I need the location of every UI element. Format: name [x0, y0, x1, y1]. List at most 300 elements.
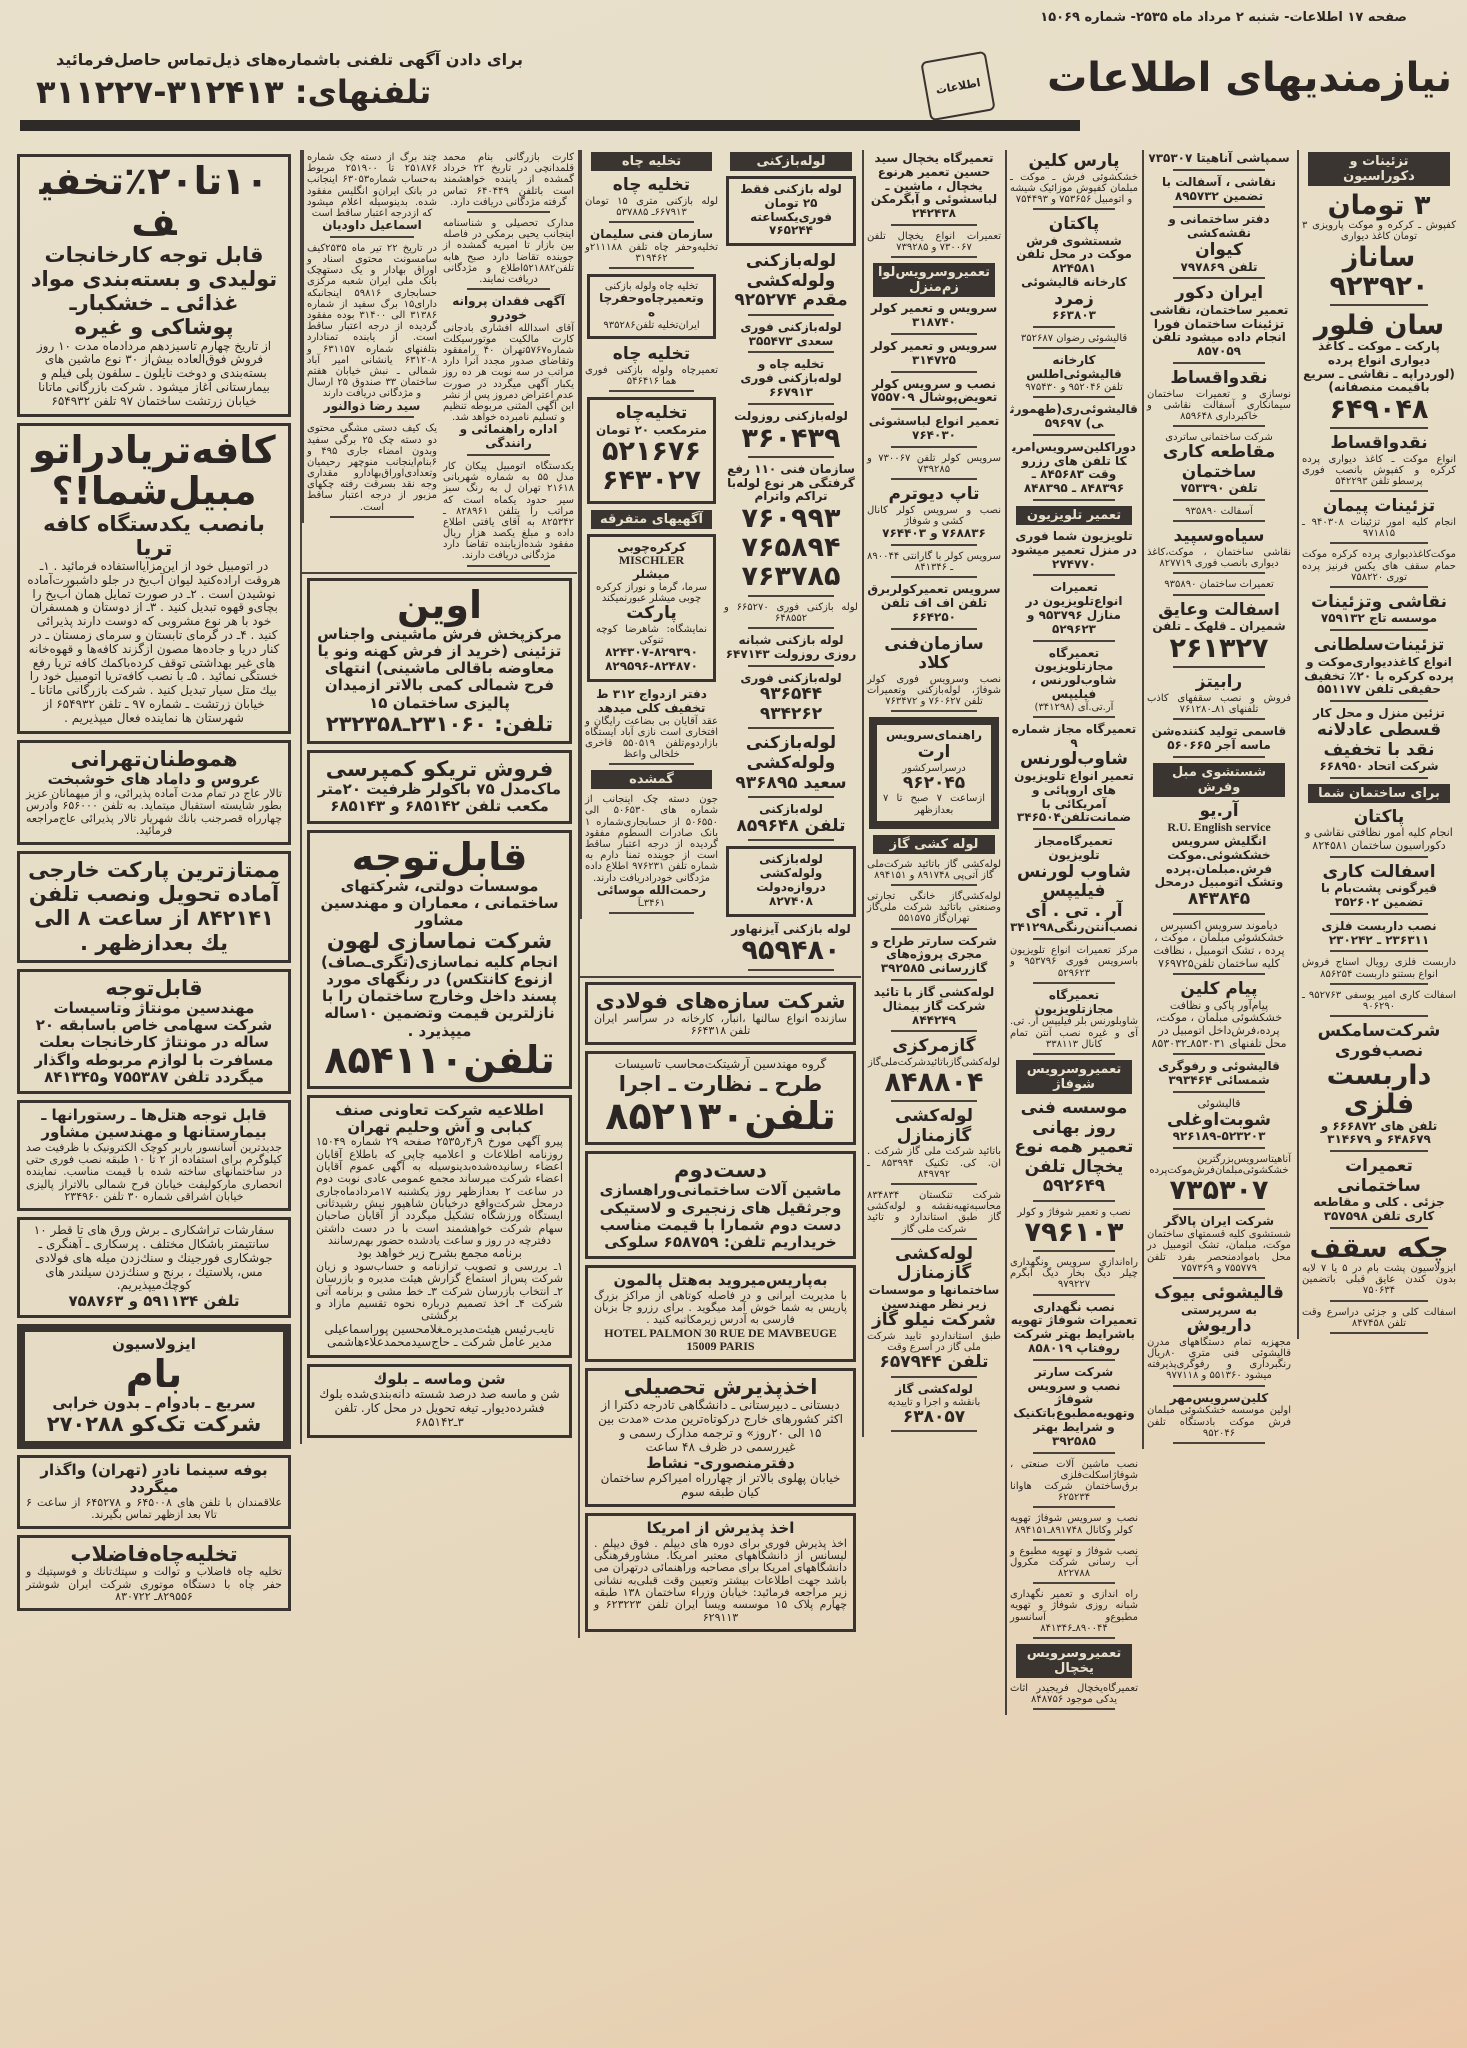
classified-ad	[587, 397, 716, 504]
ad-text-line: HOTEL PALMON 30 RUE DE MAVBEUGE 15009 PARIS	[604, 1325, 837, 1354]
classified-ad	[1010, 945, 1138, 984]
ad-text-line: نصب‌فوری	[1334, 1040, 1424, 1061]
ad-text-line: ممتازترین پارکت خارجی آماده تحویل ونصب تلفن ۸۴۲۱۴۱ از ساعت ۸ الی یك بعدازظهر .	[28, 858, 280, 955]
ad-text-line: تالار عاج در تمام مدت آماده پذیرائی، و از میهمانان عزیز بطور شایسته استقبال میتماید. به تلفن ۶۵۶۰۰۰ وآدرس چهارراه قصرجنب بانك شهریار تالار پذیرائی عاج‌مراجعه فرمائید.	[26, 786, 282, 837]
ad-text-line: موکت‌کاغذدیواری پرده کرکره موکت حمام سقف های یکس فرنیز پرده توری ۷۵۸۲۲۰	[1302, 549, 1456, 583]
classified-ad	[724, 463, 858, 597]
classified-ad	[585, 1265, 856, 1362]
ad-text-line: ایزولاسیون	[112, 1335, 196, 1354]
ad-text-line: سازمان فنی سلیمان	[589, 226, 714, 241]
ad-text-line: اداره راهنمائی و رانندگی	[459, 422, 558, 451]
ad-text-line: ازساعت ۷ صبح تا ۷ بعدازظهر	[883, 793, 985, 816]
ad-text-line: موسسه تاج ۷۵۹۱۳۲	[1320, 611, 1438, 626]
ad-text-line: شرکت ایران پالاگر	[1163, 1214, 1275, 1229]
ad-text-line: تزئین منزل و محل کار	[1313, 706, 1445, 721]
classified-ad	[1147, 1098, 1291, 1149]
ad-text-line: بانقشه و اجرا و تاییدیه	[887, 1396, 981, 1408]
ad-text-line: به سرپرستی	[1180, 1302, 1258, 1317]
classified-ad	[1010, 333, 1138, 349]
ad-text-line: ۷۶۰۹۹۳	[741, 503, 841, 535]
section-banner: تعمیروسرویس یخچال	[1016, 1644, 1132, 1678]
ad-text-line: نقاشی وتزئینات	[1310, 591, 1448, 612]
ad-text-line: یکدستگاه اتومبیل پیکان کار مدل ۵۵ به شماره شهربانی ۲۱۶۱۸ تهران ل به رنگ سبز سیر حدود یکماه است که مراتب را بتلفن ۸۲۸۹۶۱ ـ ۸۲۵۳۴۲ به آقای یافتی اطلاع داده و مبلغ یکصد هزار ریال مفقود شده‌ازیابنده تقاضا دارد مژدگانی دریافت دارند.	[443, 460, 575, 562]
classified-ad	[867, 302, 1001, 335]
ad-text-line: جون دسته چک اینجانب از شماره های ۵۰۶۵۳۰ الی ۵۰۶۵۵۰ از حسابجاری‌شماره ۱ بانک صادرات السطوم مفقود گردیده از درجه اعتبار ساقط است از جوینده تمنا دارم به شماره تلفن ۹۷۶۲۳۱ اطلاع داده مژدگانی خودرادریافت دارند.	[585, 794, 719, 884]
classified-ad	[1010, 1207, 1138, 1252]
ad-text-line: اخذ پذیرش از امریکا	[646, 1519, 795, 1538]
ad-text-line: تلفن ۶۵۷۹۴۴	[879, 1352, 989, 1373]
ad-text-line: تعمیرات انواع یخچال تلفن ۷۳۰۰۶۷ و ۷۳۹۲۸۵	[867, 230, 1001, 254]
column-boxed-ads-left	[12, 150, 296, 1617]
classified-ad	[1010, 1683, 1138, 1710]
classified-ad	[1010, 441, 1138, 501]
classified-ad	[1147, 284, 1291, 364]
classified-ad	[585, 794, 718, 913]
classified-ad	[443, 461, 574, 567]
classified-ad	[1302, 636, 1456, 702]
classified-ad	[1302, 434, 1456, 492]
classified-ad	[585, 1151, 856, 1259]
ad-text-line: ۵۲۱۶۷۶	[602, 436, 701, 468]
ad-text-line: قابل‌توجه	[351, 834, 528, 879]
ad-text-line: تلفن ۸۵۹۶۴۸	[736, 815, 846, 836]
ad-text-line: نقاشی ساختمان ، موکت،کاغذ دیواری بانصب فوری ۸۲۷۷۱۹	[1147, 546, 1291, 570]
classified-ad	[307, 152, 437, 238]
classified-ad	[1147, 601, 1291, 669]
classified-ad	[1010, 989, 1138, 1055]
ad-text-line: برنامه مجمع بشرح زیر خواهد بود	[356, 1246, 523, 1261]
ad-text-line: خیابان پهلوی بالاتر از چهارراه امیراکرم ساختمان کیان طبقه سوم	[600, 1470, 841, 1499]
classified-ad	[867, 1383, 1001, 1433]
classified-ad	[1010, 1589, 1138, 1639]
ad-text-line: گازمنازل	[896, 1125, 972, 1146]
ad-text-line: ۳۴۶۱ـآ	[637, 897, 666, 909]
ad-text-line: اسفالت کاری	[1322, 861, 1436, 882]
ad-text-line: تعمیرگاه مجازتلویزیون شاوب‌لورنس ، فیلیپس	[1031, 645, 1117, 701]
header-rule	[20, 120, 1080, 131]
classified-ad	[17, 423, 291, 734]
classified-ad	[585, 1051, 856, 1145]
ad-text-line: تعمیرات ساختمان ۹۳۵۸۹۰	[1164, 579, 1274, 591]
ad-text-line: سرما، گرما و نوراز کرکره چوبی میشلر عبورنمیکند	[596, 582, 707, 605]
ad-text-line: اسماعیل داودیان	[322, 218, 422, 233]
classified-ad	[724, 321, 858, 354]
classified-ad	[443, 152, 574, 213]
ad-text-line: داریوش	[1186, 1316, 1252, 1337]
ad-text-line: تلویزیون شما فوری در منزل تعمیر میشود ۲۷۴۷۷۰	[1011, 528, 1137, 571]
ad-text-line: کفپوش ـ کرکره و موکت پارویزی ۳ تومان کاغذ دیواری	[1302, 220, 1456, 243]
ad-text-line: نصب و سرویس کولر تعویض‌پوشال ۷۵۵۷۰۹	[870, 376, 998, 405]
ad-text-line: چکه سقف	[1309, 1232, 1449, 1264]
classified-ad	[1147, 673, 1291, 720]
ad-text-line: انگلیش سرویس خشکشوئی.موکت فرش.مبلمان.پرده وتشک اتومبیل درمحل	[1154, 833, 1284, 890]
ad-text-line: مدارک تحصیلی و شناسنامه اینجانب یحیی برمکی در فاصله بین بازار تا امیریه گمشده از جوینده تقاضا دارد صبح هابه تلفن۵۲۱۸۸۲اطلاع و مژدگانی دریافت نمایند.	[443, 217, 574, 285]
classified-ad	[867, 1245, 1001, 1378]
classified-ad	[1302, 311, 1456, 430]
ad-text-line: آر.تی.آی (۳۴۱۲۹۸)	[1034, 701, 1114, 713]
classified-ad	[1302, 1307, 1456, 1334]
ad-text-line: پاکتان	[1048, 214, 1100, 235]
classified-ad	[1302, 990, 1456, 1017]
ad-text-line: مقاطعه کاری ساختمان	[1162, 442, 1276, 482]
classified-ad	[1147, 506, 1291, 522]
classified-ad	[1147, 176, 1291, 209]
ad-text-line: تاپ دیوترم	[888, 484, 980, 505]
ad-text-line: آناهیتاسرویس‌بزرگترین خشکشوئی‌مبلمان‌فرش‌موکت‌پرده	[1149, 1153, 1291, 1177]
ad-text-line: تعمیر انواع تلویزیون های اروپائی و آمریکائی با ضمانت‌تلفن۳۴۶۵۰۴	[1014, 769, 1134, 825]
classified-ad	[17, 969, 291, 1094]
ad-text-line: نصب داربست فلزی ۲۳۶۳۱۱ ـ ۲۳۰۲۴۲	[1321, 918, 1437, 947]
classified-ad	[587, 274, 716, 339]
column-lost-notices-b	[302, 150, 440, 523]
ad-text-line: شرکت‌سامکس	[1317, 1021, 1441, 1042]
ad-text-line: سفارشات تراشکاری ـ برش ورق های تا قطر ۱۰ سانتیمتر باشکال مختلف . پرسکاری ـ آهنگری ـ جوشکاری فورجینك و سنك‌زدن میله های فولادی مس، پلاستیك ، برنج و سنك‌زدن سیلندر های کوچك‌میپذیریم.	[33, 1223, 275, 1293]
ad-text-line: کلین‌سرویس‌مهر	[1169, 1390, 1269, 1405]
ad-text-line: ساناز	[1342, 241, 1416, 273]
ad-text-line: انواع موکت ـ کاغذ دیواری پرده کرکره و کفپوش بانصب فوری پرسطو تلفن ۵۴۲۲۹۳	[1302, 453, 1456, 488]
ad-text-line: تلفن ۷۹۷۸۶۹	[1180, 259, 1258, 274]
ad-text-line: شن و ماسه صد درصد شسته دانه‌بندی‌شده بلوك فشرده‌دیوار‌ـ تیغه تحویل در محل کار. تلفن ۳ـ۶۸۵۱۴۲	[319, 1387, 560, 1429]
ad-text-line: لوله‌کشی‌گازباتائیدشرکت‌ملی‌گاز	[867, 1056, 1001, 1068]
classified-ad	[1010, 1099, 1138, 1202]
ad-text-line: نصب و سرویس شوفاژ تهویه‌ کولر وکانال ۸۹۱۷۴۸ـ۸۹۴۱۵۱	[1010, 1513, 1138, 1536]
ad-text-line: نقد با تخفیف	[1323, 739, 1435, 760]
ad-text-line: علاقمندان با تلفن های ۶۴۵۰۰۸ و ۶۴۵۲۷۸ از ساعت ۶ تا۷ بعد ازظهر تماس بگیرند.	[26, 1495, 282, 1521]
ad-text-line: تعمیرات انواع‌تلویزیون در منازل ۹۵۳۷۹۶ و ۵۲۹۶۲۳	[1025, 580, 1123, 636]
classified-ad	[1302, 593, 1456, 631]
ad-text-line: شستشوی فرش موکت در محل تلفن ۸۲۴۵۸۱	[1016, 233, 1132, 276]
classified-ad	[867, 485, 1001, 546]
classified-ad	[724, 602, 858, 629]
ad-text-line: فروش و نصب سقفهای کاذب تلفنهای ۸۱ـ۷۶۱۲۸۰	[1147, 692, 1291, 715]
column-tv-heating	[1005, 150, 1141, 1715]
ad-text-line: لوله بازکنی فوری ۶۶۵۲۷۰ و ۶۴۸۵۵۲	[724, 601, 858, 624]
ad-text-line: ۶۴۳۰۲۷	[602, 465, 701, 497]
ad-text-line: ۹۳۶۵۴۴	[759, 684, 823, 705]
ad-text-line: اولین موسسه خشکشوئی مبلمان فرش موکت بادستگاه تلفن ۹۵۲۰۴۶	[1147, 1405, 1291, 1439]
classified-ad	[1147, 369, 1291, 427]
ad-text-line: راهنمای‌سرویس	[886, 728, 982, 743]
ad-text-line: ۱۰تا۲۰٪تخفیف	[39, 159, 269, 245]
ad-text-line: پیرو آگهی مورخ ۹ر۴ر۲۵۳۵ صفحه ۲۹ شماره ۱۵۰۴۹ روزنامه اطلاعات و اعلامیه چاپی که باطلاع آقایان اعضاء رسانیده‌شده‌بدینوسیله به آگهی عموم آقایان اعضاء شرکت میرساند مجمع عمومی عادی نوبت دوم در ساعت ۲ بعدازظهر روز یکشنبه ۱۷مردادماه‌جاری درمحل شرکت‌واقع درخیابان شاهپور نبش رشیدثانی ایستگاه ورزشگاه تشکیل میگردد از آقایان صاحبان سهام شرکت خواهشمند است با در دست داشتن دفترچه در روز و ساعت یادشده حضور بهم‌رسانند	[316, 1135, 563, 1247]
ad-call-info: برای دادن آگهی تلفنی باشماره‌های ذیل‌تماس حاصل‌فرمائید	[56, 50, 524, 69]
section-banner: لوله کشی گاز	[873, 835, 995, 854]
ad-text-line: آسفالت ۹۳۵۸۹۰	[1185, 506, 1253, 518]
ad-text-line: تعمیرگاه مجاز شماره ۹	[1011, 721, 1137, 750]
section-banner: لوله‌بازکنی	[730, 152, 852, 171]
ad-text-line: بانصب یکدستگاه کافه تریا	[43, 511, 265, 560]
classified-ad	[585, 688, 718, 765]
classified-ad	[867, 551, 1001, 578]
ad-text-line: تخلیه‌وحفر چاه تلفن ۲۱۱۱۸۸و ۳۱۹۴۶۲	[585, 241, 718, 264]
classified-ad	[17, 1100, 291, 1211]
classified-ad	[869, 717, 999, 828]
ad-text-line: تعمیرگاه یخچال سید حسین تعمیر هرنوع یخچال ، ماشین ـ لباسشوئی و آبگرمکن ۲۴۲۴۳۸	[870, 151, 998, 221]
ad-text-line: تعمیر انواع لباسشوئی ۷۶۴۰۳۰	[868, 414, 1000, 442]
ad-text-line: شرکت سازه‌های فولادی	[595, 988, 846, 1013]
ad-text-line: مرکز تعمیرات انواع تلویزیون باسرویس فوری ۹۵۳۷۹۶ و ۵۲۹۶۲۳	[1010, 945, 1138, 979]
ad-text-line: مهندسین مونتاژ وتاسیسات	[53, 998, 255, 1017]
classified-ad	[307, 1364, 572, 1438]
classified-ad	[867, 1037, 1001, 1102]
ad-text-line: تعمیرگاه مجازتلویزیون	[1034, 987, 1114, 1016]
ad-text-line: سرویس و تعمیر کولر ۳۱۸۷۴۰	[870, 301, 998, 330]
classified-ad	[585, 345, 718, 392]
ad-text-line: لوله‌بازکنی ولوله‌کشی	[745, 251, 837, 291]
ad-text-line: راه‌اندازی سرویس ونگهداری چیلر دیگ بخار دیگ آبگرم ۹۷۹۲۲۷	[1010, 1257, 1138, 1291]
column-cleaning-construction	[1142, 150, 1294, 1449]
classified-ad	[1010, 1459, 1138, 1509]
ad-text-line: شرکت نیلو گاز	[872, 1310, 996, 1331]
ad-text-line: شرکت نماسازی لهون	[326, 929, 553, 954]
classified-ad	[443, 218, 574, 290]
ad-text-line: قالیشوئی‌ری(طهمورثی) ۵۹۶۹۷	[1010, 402, 1138, 430]
ad-text-line: ارت	[917, 742, 951, 763]
ad-text-line: شرکت سهامی خاص باسابقه ۲۰ ساله در مونتاژ کارخانجات بعلت مسافرت با لوازم مربوطه واگذار میگردد تلفن ۷۵۵۳۸۷ و۸۴۱۳۴۵	[34, 1016, 274, 1086]
ad-text-line: لوله‌بازکنی	[759, 802, 823, 817]
ad-text-line: لوله‌کشی گاز با تائید شرکت گاز بیمثال ۸۴۴۲۴۹	[873, 985, 995, 1027]
ad-text-line: تعمیر ساختمان، نقاشی تزئینات ساختمان فورا انجام داده میشود تلفن ۸۵۷۰۵۹	[1149, 302, 1289, 359]
ad-text-line: شرکت اتحاد ۶۶۸۹۵۰	[1319, 759, 1439, 774]
ad-text-line: ۳ تومان	[1327, 190, 1431, 221]
ad-text-line: لوله‌کشی	[894, 1106, 974, 1127]
ad-text-line: انواع کاغذدیواری‌موکت و پرده کرکره با ۲۰٪ تخفیف حقیقی تلفن ۵۵۱۱۷۷	[1304, 654, 1454, 697]
ad-text-line: اخذپذیرش تحصیلی	[623, 1375, 818, 1400]
ad-text-line: ۹۵۹۴۸۰	[741, 935, 841, 967]
ad-text-line: تعمیرگاه‌مجاز تلویزیون	[1035, 834, 1113, 863]
ad-text-line: ۶۳۸۰۵۷	[902, 1406, 966, 1427]
ad-text-line: سرویس و تعمیر کولر ۳۱۴۷۲۵	[870, 338, 998, 367]
section-banner: شستشوی مبل وفرش	[1153, 763, 1285, 797]
classified-ad	[1302, 808, 1456, 858]
ad-text-line: دفترمنصوری- نشاط	[646, 1453, 795, 1472]
ad-text-line: تعمیرگاه‌یخچال فریجیدر اثاث یدکی موجود ۸۴۸۷۵۶	[1010, 1683, 1138, 1706]
ad-text-line: شرکت تنکستان ۸۳۴۸۳۴ محاسبه‌تهیه‌نقشه و لوله‌کشی گاز طبق استاندارد و تائید شرکت ملی گاز	[867, 1189, 1001, 1235]
ad-text-line: کارت بازرگانی بنام محمد قلمدانچی در تاریخ ۲۲ خرداد گمشده از یابنده خواهشمند است باتلفن ۶۴۰۴۴۹ تماس گرفته مژدگانی دریافت دارد.	[443, 152, 574, 208]
ad-text-line: نقدواقساط	[1170, 368, 1268, 389]
classified-ad	[443, 295, 574, 456]
ad-text-line: لوله‌کشی گاز	[895, 1381, 973, 1396]
ad-text-line: لوله‌کشی‌گاز خانگی تجارتی وصنعتی باتائید شرکت ملی‌گاز تهران‌گاز ۵۵۱۵۷۵	[867, 891, 1001, 925]
classified-ad	[1302, 549, 1456, 588]
classified-ad	[1302, 191, 1456, 306]
classified-ad	[724, 803, 858, 841]
ad-text-line: تخلیه چاه	[612, 175, 691, 195]
ad-text-line: نصب و تعمیر شوفاژ و کولر	[1017, 1206, 1131, 1218]
classified-ad	[867, 152, 1001, 226]
ad-text-line: دست‌دوم	[674, 1158, 767, 1183]
ad-text-line: دفتر ازدواج ۳۱۲ ط تخفیف کلی میدهد	[596, 686, 707, 715]
ad-text-line: طبق استانداردو تایید شرکت ملی گاز در اسرع وقت	[867, 1330, 1001, 1354]
column-boxed-ads-center	[580, 982, 861, 1632]
ad-text-line: عروس و داماد های خوشبخت	[47, 769, 261, 788]
ad-text-line: تخلیه چاه	[612, 344, 691, 365]
ad-text-line: سازمان‌فنی کلاد	[884, 633, 984, 674]
section-banner: تعمیروسرویس شوفاژ	[1016, 1060, 1132, 1094]
classified-ad	[1147, 152, 1291, 171]
classified-ad	[1302, 707, 1456, 779]
section-banner: تعمیر تلویزیون	[1016, 506, 1132, 525]
classified-ad	[1010, 1301, 1138, 1361]
ad-text-line: عقد آقایان بی بضاعت رایگان و افتخاری است نازی آباد ایستگاه بازاردوم‌تلفن ۵۵۰۵۱۹ فاخری خلخالی واعظ	[585, 715, 718, 761]
ad-text-line: آگهی فقدان پروانه خودرو	[452, 294, 565, 322]
ad-text-line: سرویس کولر تلفن ۷۳۰۰۶۷ و ۷۳۹۲۸۵	[867, 452, 1001, 475]
ad-text-line: آر . تی . آی	[1025, 900, 1123, 921]
classified-ad	[1302, 1022, 1456, 1152]
classified-ad	[867, 1190, 1001, 1240]
ad-text-line: لوله‌کشی	[894, 1243, 974, 1264]
classified-ad	[585, 1368, 856, 1507]
ad-text-line: ۹۶۲۰۴۵	[902, 772, 966, 793]
classified-ad	[867, 891, 1001, 930]
classified-ad	[867, 986, 1001, 1032]
classified-ad	[1302, 920, 1456, 953]
ad-text-line: فوری‌یکساعته ۷۶۵۲۴۴	[750, 209, 832, 238]
classified-ad	[1302, 957, 1456, 984]
ad-text-line: آقای اسدالله افشاری بادجانی کارت مالکیت موتورسیکلت شماره۵۷۶۷تهران ۴۰ رامفقود وتقاضای صدور مجدد آنرا دارد مراتب در سه نوبت هر ده روز یکبار آگهی میگردد در صورت عدم اعتراض دمروز پس از نشر این آگهی المثنی مربوطه تنظیم و تسلیم نامبرده خواهد شد.	[443, 322, 574, 424]
ad-text-line: دیاموند سرویس اکسپرس خشکشوئی مبلمان ، موکت ، پرده ، تشک اتومبیل ، نظافت کلیه ساختمان تلفن۷۶۹۷۲۵	[1153, 918, 1285, 970]
classified-ad	[867, 415, 1001, 448]
ad-text-line: قالیشوئی بیوک	[1154, 1282, 1284, 1303]
classified-ad	[307, 423, 437, 518]
ad-text-line: اسفالت کاری امیر یوسفی ۹۵۲۷۶۳ ـ ۹۰۶۲۹۰	[1302, 989, 1457, 1013]
ad-text-line: کافه‌تریادراتومبیل‌شما!؟	[32, 427, 276, 513]
classified-ad	[1302, 863, 1456, 915]
ad-text-line: دفتر ساختمانی و نقشه‌کشی	[1168, 212, 1270, 241]
ad-text-line: شستشوی کلیه قسمتهای ساختمان موکت، مبلمان، تشک اتومبیل در محل بامواد‌منحصر بفرد تلفن ۷۵۵۷۷۹ و ۷۵۷۳۶۹	[1147, 1229, 1291, 1274]
ad-text-line: شاوبلورنس بلر فیلیپس آر. تی. آی و غیره نصب آنتن تمام کانال ۳۳۸۱۱۳	[1010, 1016, 1138, 1050]
classified-ad	[1147, 527, 1291, 574]
classified-ad	[1010, 1257, 1138, 1296]
ad-text-line: سرویس کولر با گارانتی ۸۹۰۰۴۴ ـ ۸۴۱۳۴۶	[867, 550, 1001, 574]
ad-text-line: نصب و سرویس شوفاژ وتهویه‌مطبوع‌باتکنیک و شرایط بهتر ۳۹۲۵۸۵	[1013, 1378, 1135, 1448]
ad-text-line: پارس کلین	[1028, 151, 1120, 171]
ad-text-line: گروه مهندسین آرشیتکت‌محاسب تاسیسات	[614, 1057, 827, 1072]
ad-text-line: نقدواقساط	[1330, 433, 1428, 454]
ad-text-line: نمایشگاه: شاهرضا کوچه تنوکی	[596, 623, 707, 647]
column-appliance-gas	[862, 150, 1004, 1437]
ad-text-line: کیوان	[1195, 239, 1243, 260]
ad-text-line: پاکتان	[1353, 806, 1405, 827]
ad-text-line: ۶۴۹۰۴۸	[1329, 394, 1429, 426]
column-plumbing	[721, 150, 861, 976]
ad-text-line: آر.یو	[1199, 800, 1239, 821]
classified-ad	[17, 154, 291, 417]
ad-text-line: نصب وسرویس فوری کولر شوفاژ، لوله‌بازکنی وتعمیرات تلفن ۷۶۰۶۲۷ و ۷۶۳۴۷۲	[867, 673, 1001, 708]
ad-text-line: بوفه سینما نادر (تهران) واگذار میگردد	[40, 1461, 268, 1497]
classified-ad	[1147, 920, 1291, 976]
classified-ad	[1302, 1234, 1456, 1302]
ad-text-line: نصب نگهداری تعمیرات شوفاژ تهویه باشرایط بهتر شرکت روفتاپ ۸۵۸۰۱۹	[1010, 1299, 1138, 1355]
ad-text-line: نصب و سرویس کولر کانال کشی و شوفاژ	[867, 504, 1001, 527]
ad-text-line: قالیشوئی و رفوگری شمسائی ۳۹۳۴۶۴	[1158, 1059, 1280, 1088]
classified-ad	[724, 410, 858, 458]
ad-text-line: هموطنان‌تهرانی	[70, 746, 238, 771]
ad-text-line: تخلیه‌چاه‌فاضلاب	[70, 1542, 238, 1567]
classified-ad	[1010, 152, 1138, 210]
section-banner: تزئینات و دکوراسیون	[1308, 152, 1450, 186]
ad-text-line: لوله‌بازکنی فوری	[740, 670, 842, 685]
classified-ad	[867, 583, 1001, 629]
classified-ad	[17, 851, 291, 963]
classified-ad	[1010, 835, 1138, 940]
ad-text-line: تعمیرچاه ولوله بازکنی فوری هما ۵۴۶۴۱۶	[585, 364, 718, 387]
classified-ad	[1010, 581, 1138, 641]
ad-text-line: کرکره‌چوبی	[617, 539, 686, 554]
classified-ad	[724, 252, 858, 316]
classified-ad	[1147, 725, 1291, 758]
ad-text-line: گازمنازل	[896, 1263, 972, 1284]
ad-text-line: باتائید شرکت ملی گاز شرکت . ان. کی. تکنیک ۸۵۳۹۹۴ ـ ۸۴۹۷۹۲	[867, 1146, 1001, 1180]
ad-text-line: قابل توجه کارخانجات تولیدی و بسته‌بندی مواد غذائی ـ خشکبار‌ـ پوشاکی و غیره	[30, 243, 278, 340]
ad-text-line: لوله بازکنی فقط ۲۵ تومان	[740, 182, 842, 210]
ad-text-line: تخلیه چاه فاضلاب و توالت و سپتك‌تانك و فوسپتیك و حفر چاه با دستگاه موتوری شرکت ایران شوشتر ۸۲۹۵۵۶ـ ۸۳۰۷۲۲	[26, 1565, 282, 1603]
classified-ad	[1302, 1157, 1456, 1229]
ad-text-line: شاوب لورنس فیلیپس	[1017, 861, 1131, 902]
classified-ad	[726, 176, 856, 246]
classified-ad	[307, 830, 572, 1089]
ad-text-line: سیاه‌وسپید	[1173, 526, 1265, 547]
classified-ad	[867, 935, 1001, 981]
ad-text-line: اخذ پذیرش فوری برای دوره های دیپلم . فوق دیپلم . لیسانس از دانشگاههای معتبر امریکا. مشاورفرهنگی دانشگاههای امریکا برای مصاحبه وراهنمائی درتهران می باشد جهت اطلاعات بیشتر وتعیین وقت قبلی‌به نشانی زیر مراجعه فرمائید: خیابان وزراء ساختمان ۱۳۸ طبقه چهارم پلاک ۱۵ موسسه ویسا ایران تلفن ۶۲۳۲۲۳ و ۶۲۹۱۱۳	[594, 1536, 847, 1624]
ad-text-line: لوله‌بازکنی ولوله‌کشی	[759, 852, 823, 881]
ad-text-line: شن وماسه ـ بلوك	[373, 1370, 506, 1389]
center-top-row	[580, 150, 861, 978]
classified-ad	[17, 1324, 291, 1449]
classified-ad	[1147, 213, 1291, 279]
ad-text-line: ۷۳۵۳۰۷	[1169, 1175, 1269, 1207]
ad-text-line: راه اندازی و تعمیر نگهداری شبانه روزی شوفاژ و تهویه مطبوع‌و آسانسور ۸۹۰۰۴۴ـ۸۴۱۳۴۶	[1010, 1589, 1138, 1634]
ad-text-line: تلفن ۵۹۱۱۳۴ و ۷۵۸۷۶۳	[68, 1292, 240, 1311]
classified-ad	[307, 578, 572, 744]
ad-text-line: ۹۲۳۹۲۰	[1329, 270, 1429, 302]
ad-text-line: داربست فلزی رویال اسناج فروش انواع بستنو داربست ۸۵۶۲۵۴	[1302, 957, 1456, 980]
ad-text-line: قیرگونی پشت‌بام با تضمین ۳۵۲۶۰۲	[1321, 881, 1437, 910]
ad-text-line: شوبت‌اوغلی	[1167, 1109, 1271, 1130]
ad-text-line: لوله‌کشی گاز باتائید شرکت‌ملی گاز آتی‌پی ۸۹۱۷۴۸ و ۸۹۴۱۵۱	[867, 858, 1001, 881]
classified-ad	[1147, 1154, 1291, 1211]
ad-text-line: سعید ۹۳۶۸۹۵	[735, 772, 847, 793]
classified-ad	[867, 1107, 1001, 1185]
classified-ad	[867, 340, 1001, 373]
ad-text-line: کارخانه قالیشوئی‌اطلس	[1026, 353, 1122, 382]
classified-ad	[724, 734, 858, 798]
ad-text-line: رحمت‌الله موسائی	[596, 882, 707, 897]
classified-ad	[585, 982, 856, 1046]
section-banner: گمشده	[591, 770, 712, 789]
classified-ad	[1147, 1060, 1291, 1093]
ad-text-line: به‌پاریس‌میروید به‌هتل پالمون	[613, 1271, 828, 1290]
ad-text-line: نصب ماشین آلات صنعتی ، شوفاژاسکلت‌فلزی برق‌ساختمان شرکت هاوانا ۶۲۵۲۳۴	[1010, 1458, 1138, 1504]
ad-text-line: داربست	[1326, 1060, 1432, 1092]
ad-text-line: اطلاعیه شرکت تعاونی صنف کبابی و آش وحلیم تهران	[335, 1100, 544, 1137]
ad-text-line: اسفالت وعایق	[1158, 599, 1280, 620]
ad-text-line: ایران‌تخلیه تلفن۹۳۵۲۸۶	[603, 319, 700, 331]
ad-text-line: فروش تریکو کمپرسی	[325, 757, 554, 782]
ad-text-line: پیام کلین	[1180, 979, 1258, 1000]
ad-text-line: ۹۲۶۱۸۹-۵۲۳۲۰۳	[1172, 1129, 1266, 1144]
classified-ad	[1147, 1215, 1291, 1279]
ad-text-line: سمپاشی آناهیتا ۷۳۵۳۰۷	[1148, 151, 1290, 165]
section-banner: تخلیه چاه	[591, 152, 712, 171]
ad-text-line: تزئینات پیمان	[1322, 496, 1436, 517]
masthead-title: نیازمندیهای اطلاعات	[1047, 55, 1452, 101]
ad-text-line: در اتومبیل خود از این‌مزایااستفاده فرمائید . ۱ـ هروقت اراده‌کنید لیوان آب‌یخ در جلو داشبورت‌آماده نوشیدن است . ۲ـ در صورت تمایل همان آب‌یخ را بچای‌و قهوه تبدیل کنید . ۳ـ از دوستان و همسفران خود با هر نوع مشروبی که دوست دارند پذیرائی کنید . ۴ـ در گرمای تابستان و سرمای زمستان ـ در کنار دریا و جاده‌ها مصون ازگزند کافه‌ها و قهوه‌خانه های غیر بهداشتی توقف کرده‌باکمك کافه تریا رفع خستگی نمائید . ۵ـ با نصب کافه‌تریا اتومبیل خود را بیك متل سیار تبدیل کنید . شرکت بازرگانی ماتانا ـ خیابان زرتشت ـ شماره ۹۷ ـ تلفن ۶۵۴۹۳۲ از شهرستان ها نماینده فعال میپذیریم .	[27, 558, 281, 725]
column-decoration	[1297, 150, 1459, 1339]
ad-text-line: ۶۶۳۸۰۳	[1052, 308, 1096, 323]
classified-ad	[1147, 1392, 1291, 1444]
section-banner: تعمیروسرویس‌لوازم‌منزل	[873, 263, 995, 297]
